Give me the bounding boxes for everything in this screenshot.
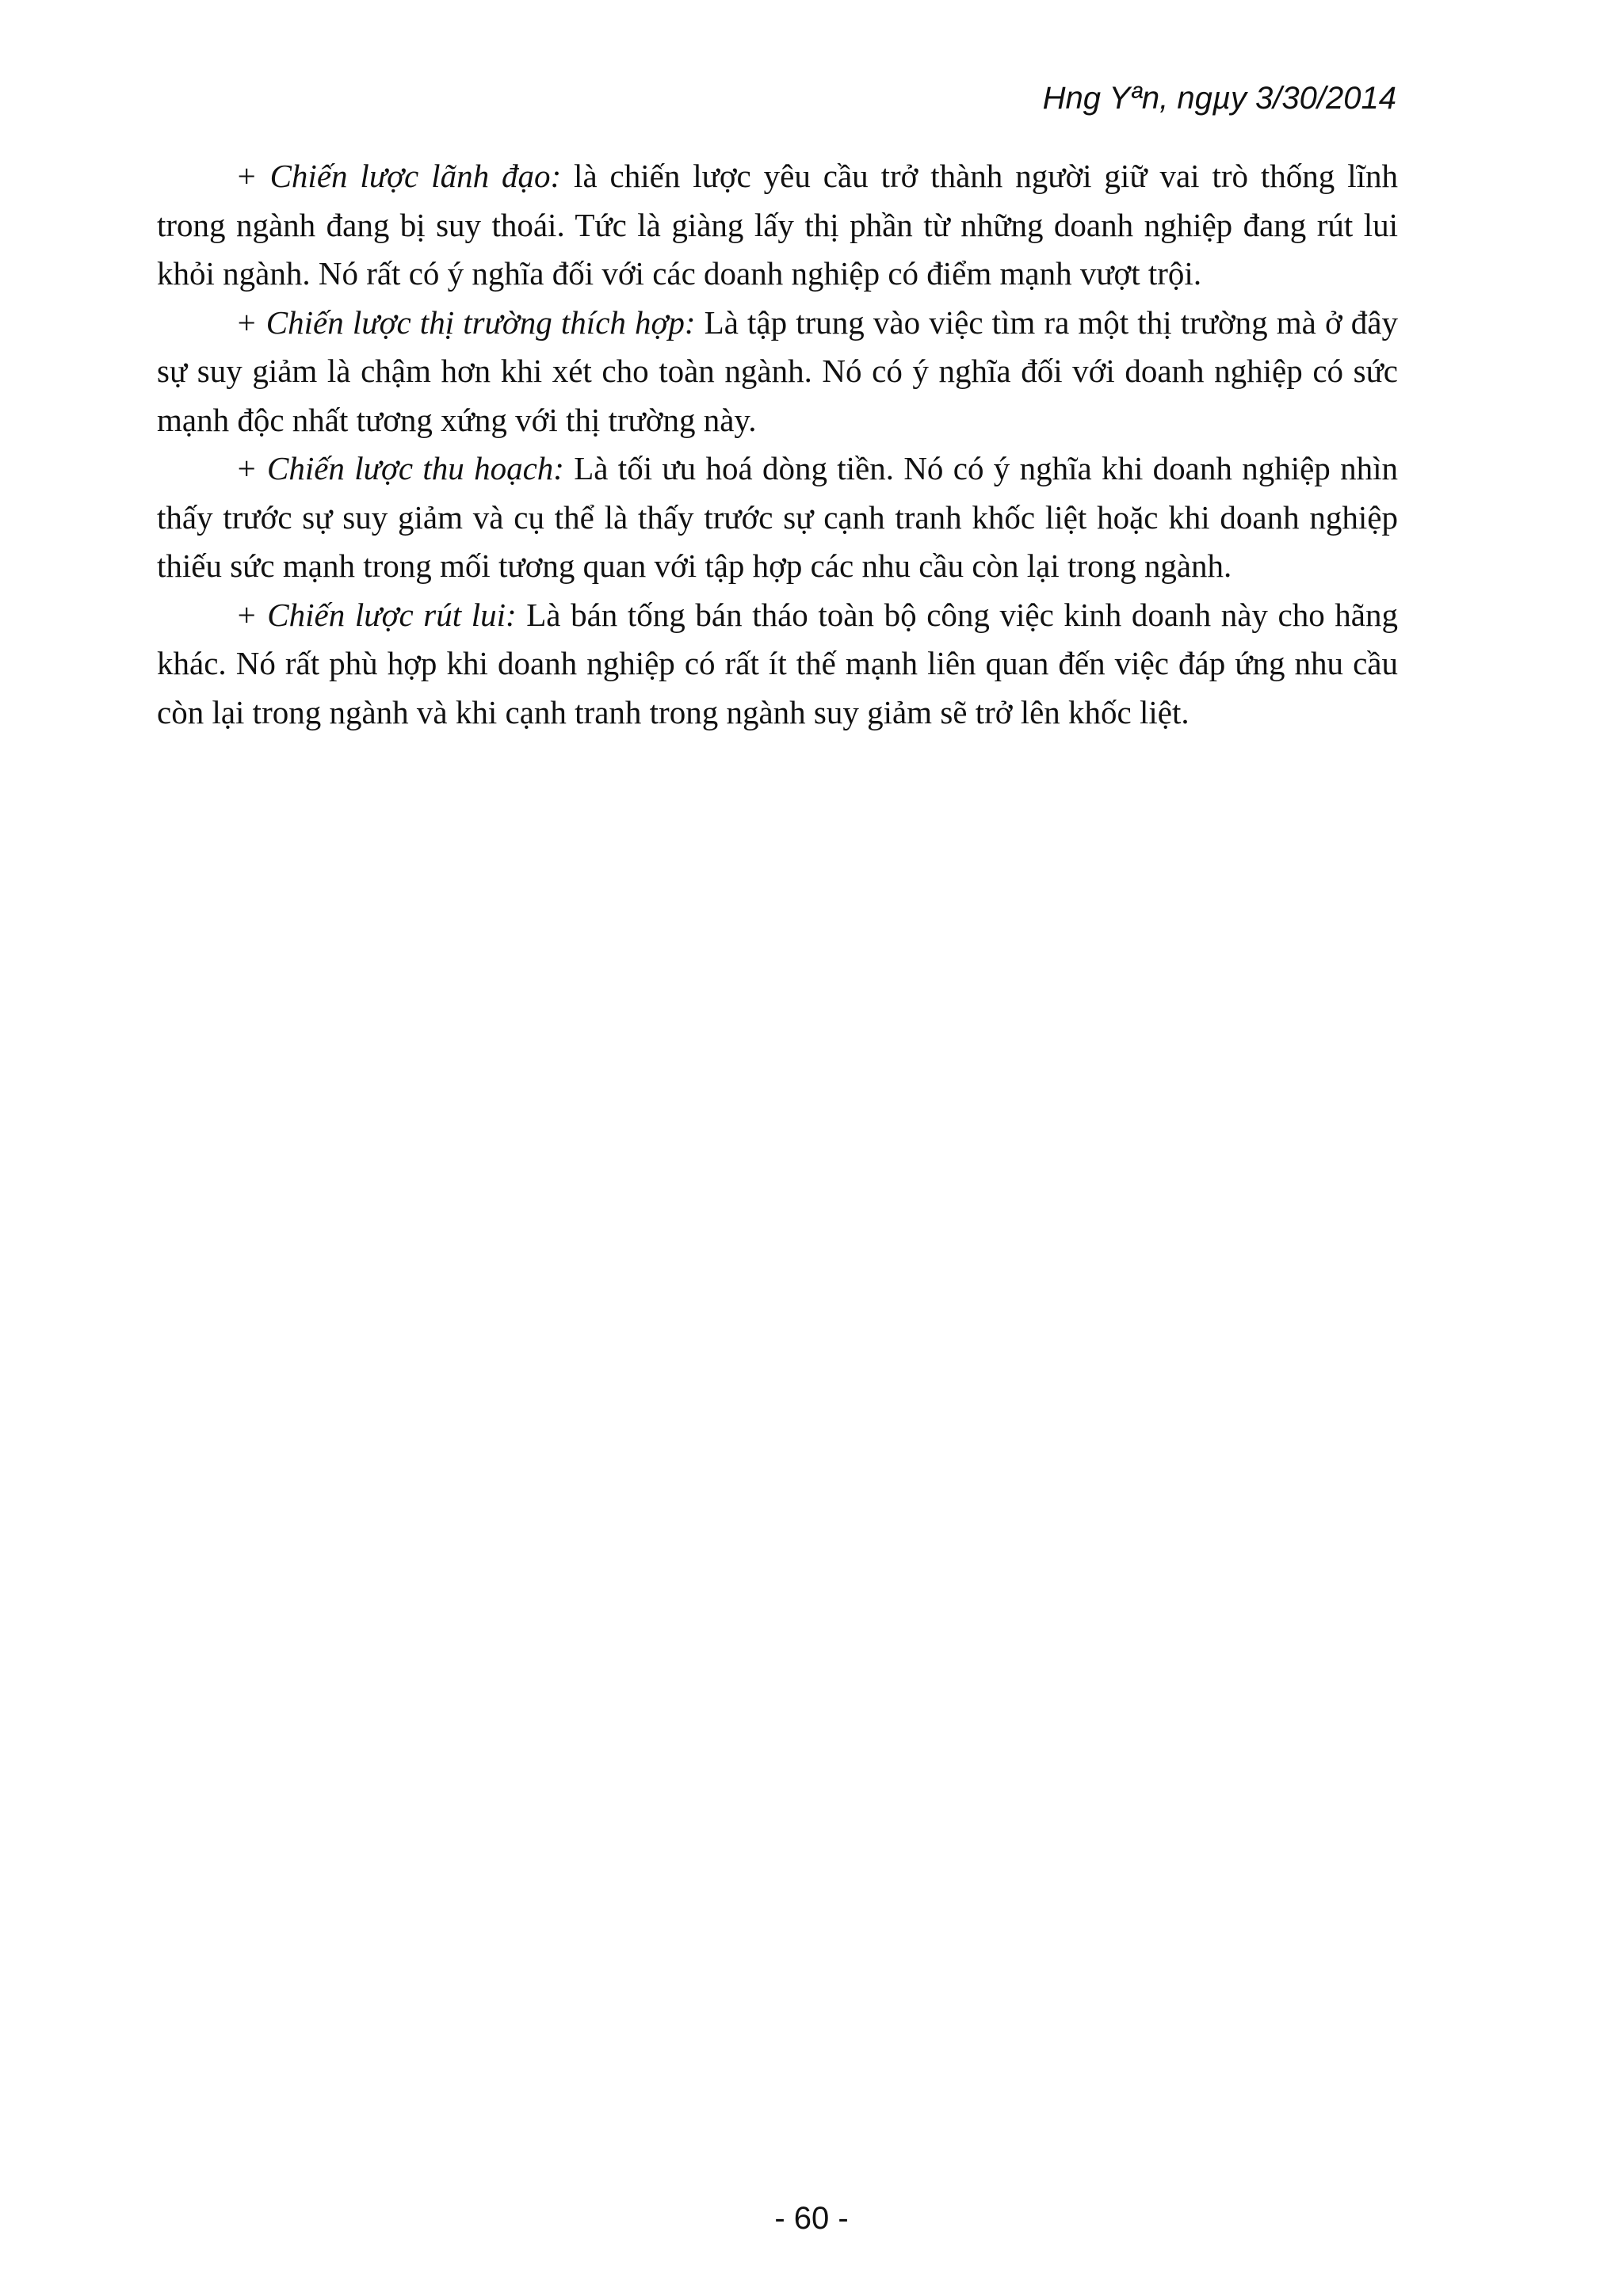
paragraph-body: Là tập trung vào việc tìm ra một thị trường mà ở đây sự suy giảm là chậm hơn khi xét cho toàn ngành. Nó có ý nghĩa đối với doanh nghiệp có sức mạnh độc nhất tương xứng với thị trường này. xyxy=(157,303,1398,438)
paragraph-divest-strategy xyxy=(157,591,1398,738)
paragraph-body: Là tối ưu hoá dòng tiền. Nó có ý nghĩa khi doanh nghiệp nhìn thấy trước sự suy giảm và cụ thể là thấy trước sự cạnh tranh khốc liệt hoặc khi doanh nghiệp thiếu sức mạnh trong mối tương quan với tập hợp các nhu cầu còn lại trong ngành. xyxy=(157,450,1398,584)
paragraph-body: là chiến lược yêu cầu trở thành người giữ vai trò thống lĩnh trong ngành đang bị suy thoái. Tức là giàng lấy thị phần từ những doanh nghiệp đang rút lui khỏi ngành. Nó rất có ý nghĩa đối với các doanh nghiệp có điểm mạnh vượt trội. xyxy=(157,158,1398,292)
page-number: - 60 - xyxy=(774,2201,849,2236)
page-content xyxy=(157,152,1398,737)
paragraph-lead: + Chiến lược thị trường thích hợp: xyxy=(235,303,696,341)
paragraph-lead: + Chiến lược lãnh đạo: xyxy=(235,158,562,194)
paragraph-harvest-strategy xyxy=(157,444,1398,591)
paragraph-lead: + Chiến lược thu hoạch: xyxy=(235,450,564,486)
paragraph-niche-strategy xyxy=(157,299,1398,445)
paragraph-body: Là bán tống bán tháo toàn bộ công việc kinh doanh này cho hãng khác. Nó rất phù hợp khi doanh nghiệp có rất ít thế mạnh liên quan đến việc đáp ứng nhu cầu còn lại trong ngành và khi cạnh tranh trong ngành suy giảm sẽ trở lên khốc liệt. xyxy=(157,596,1398,730)
paragraph-lead: + Chiến lược rút lui: xyxy=(235,596,517,633)
header-date: Hng Yªn, ngµy 3/30/2014 xyxy=(1042,81,1396,116)
paragraph-leadership-strategy xyxy=(157,152,1398,299)
